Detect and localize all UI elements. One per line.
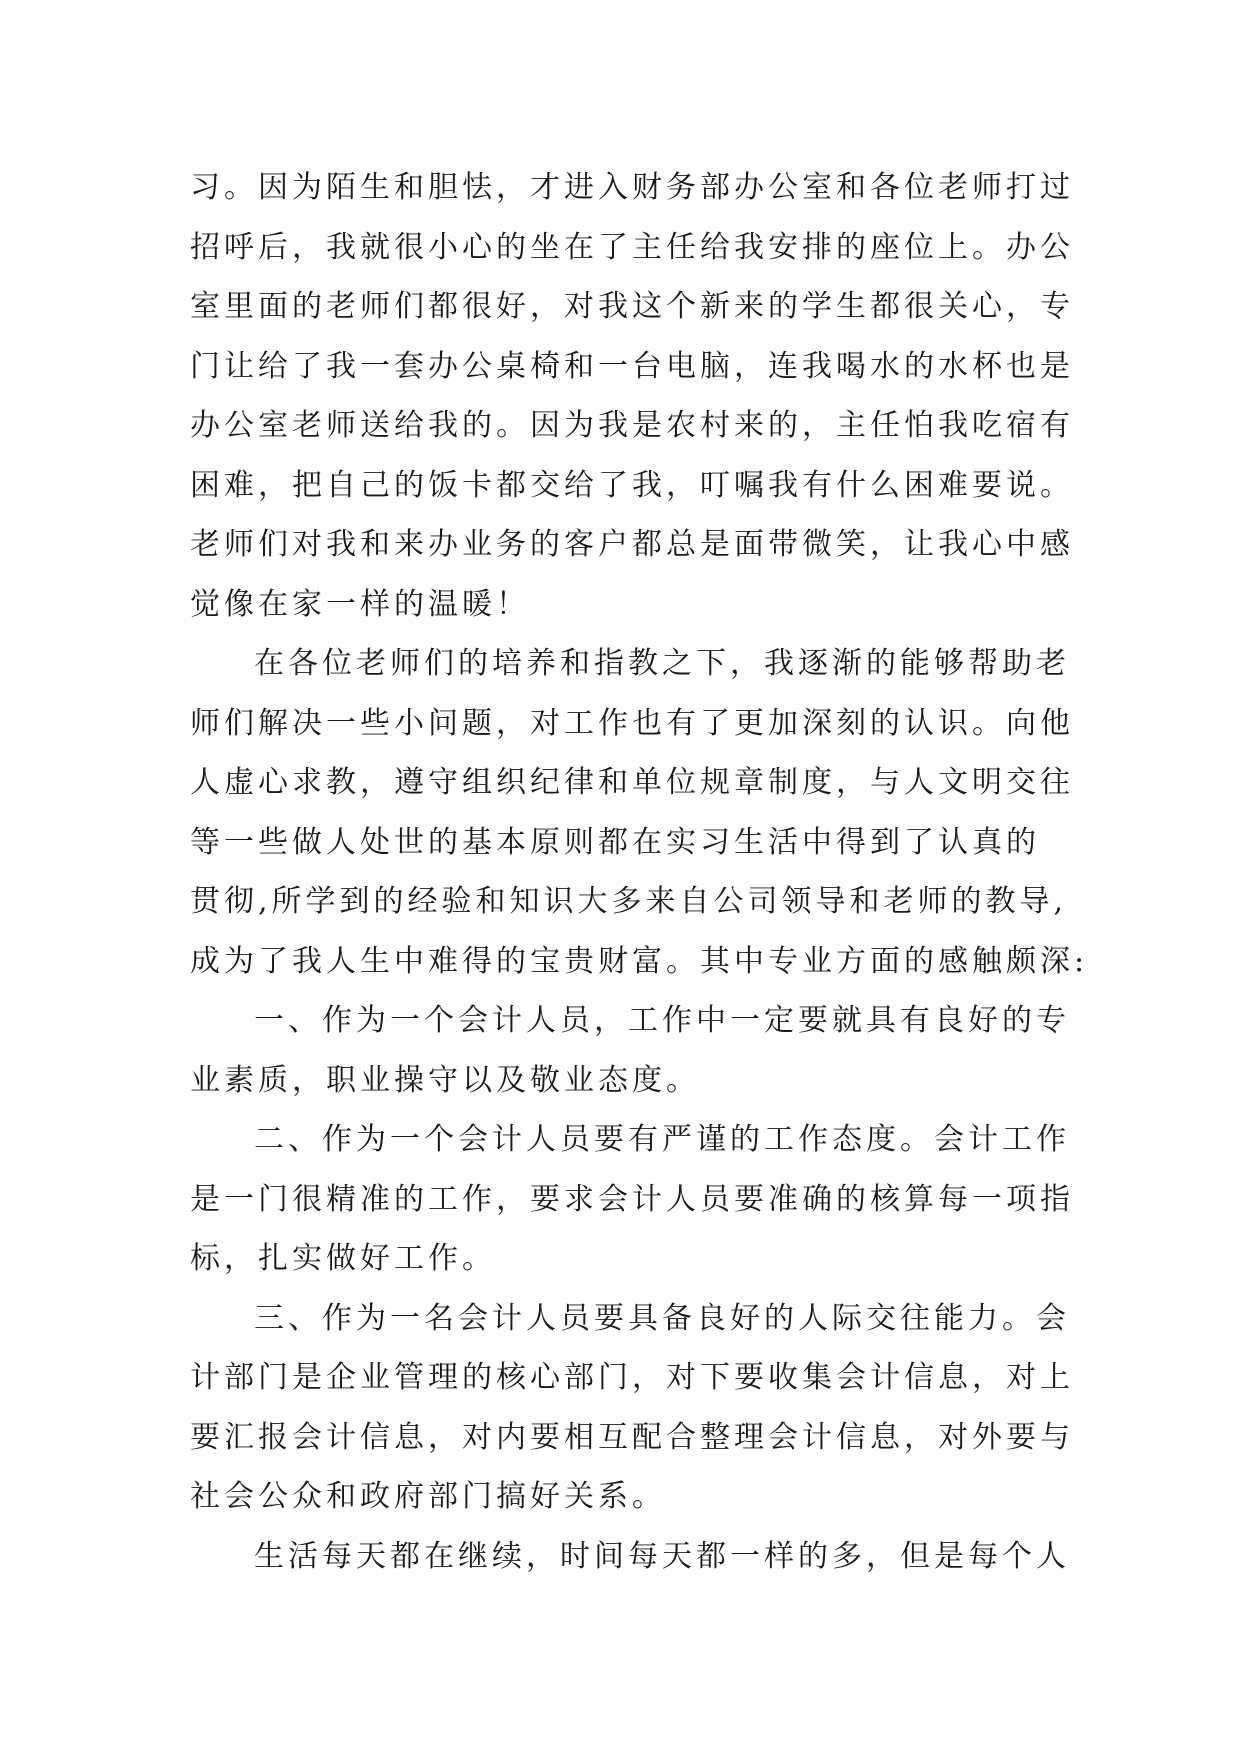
text-line: 要汇报会计信息，对内要相互配合整理会计信息，对外要与 <box>190 1419 1074 1455</box>
paragraph-first-line: 一、作为一个会计人员，工作中一定要就具有良好的专 <box>254 1003 1070 1038</box>
text-line: 社会公众和政府部门搞好关系。 <box>190 1479 666 1514</box>
text-line: 人虚心求教，遵守组织纪律和单位规章制度，与人文明交往 <box>190 765 1074 800</box>
text-line: 办公室老师送给我的。因为我是农村来的，主任怕我吃宿有 <box>190 408 1074 443</box>
text-line: 是一门很精准的工作，要求会计人员要准确的核算每一项指 <box>190 1181 1074 1217</box>
text-line: 贯彻,所学到的经验和知识大多来自公司领导和老师的教导, <box>190 884 1068 919</box>
text-line: 标，扎实做好工作。 <box>190 1241 496 1276</box>
text-line: 觉像在家一样的温暖！ <box>190 586 530 622</box>
paragraph-first-line: 二、作为一个会计人员要有严谨的工作态度。会计工作 <box>254 1122 1070 1157</box>
text-line: 等一些做人处世的基本原则都在实习生活中得到了认真的 <box>190 824 1040 860</box>
text-line: 师们解决一些小问题，对工作也有了更加深刻的认识。向他 <box>190 705 1074 741</box>
text-line: 老师们对我和来办业务的客户都总是面带微笑，让我心中感 <box>190 527 1074 562</box>
text-line: 室里面的老师们都很好，对我这个新来的学生都很关心，专 <box>190 289 1074 324</box>
text-line: 成为了我人生中难得的宝贵财富。其中专业方面的感触颇深: <box>190 943 1089 979</box>
paragraph-first-line: 在各位老师们的培养和指教之下，我逐渐的能够帮助老 <box>254 646 1070 681</box>
document-body <box>190 158 1089 1586</box>
text-line: 门让给了我一套办公桌椅和一台电脑，连我喝水的水杯也是 <box>190 348 1074 384</box>
text-line: 困难，把自己的饭卡都交给了我，叮嘱我有什么困难要说。 <box>190 467 1074 503</box>
paragraph-first-line: 生活每天都在继续，时间每天都一样的多，但是每个人 <box>254 1538 1070 1574</box>
text-line: 招呼后，我就很小心的坐在了主任给我安排的座位上。办公 <box>190 229 1074 265</box>
text-line: 习。因为陌生和胆怯，才进入财务部办公室和各位老师打过 <box>190 170 1074 205</box>
text-line: 业素质，职业操守以及敬业态度。 <box>190 1062 700 1098</box>
paragraph-first-line: 三、作为一名会计人员要具备良好的人际交往能力。会 <box>254 1300 1070 1336</box>
text-line: 计部门是企业管理的核心部门，对下要收集会计信息，对上 <box>190 1360 1074 1395</box>
